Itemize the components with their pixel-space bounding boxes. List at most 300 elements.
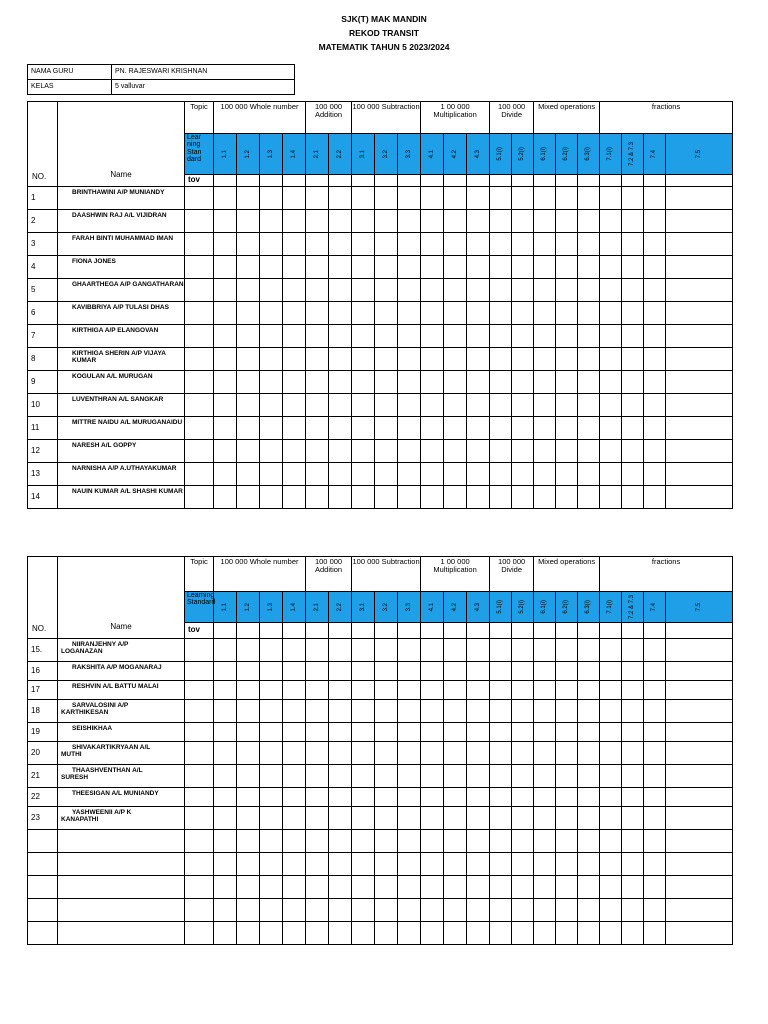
mark-cell[interactable] bbox=[283, 417, 306, 440]
mark-cell[interactable] bbox=[398, 700, 421, 723]
mark-cell[interactable] bbox=[578, 371, 600, 394]
mark-cell[interactable] bbox=[352, 876, 375, 899]
mark-cell[interactable] bbox=[398, 765, 421, 788]
mark-cell[interactable] bbox=[398, 325, 421, 348]
mark-cell[interactable] bbox=[214, 681, 237, 700]
mark-cell[interactable] bbox=[352, 765, 375, 788]
mark-cell[interactable] bbox=[600, 807, 622, 830]
mark-cell[interactable] bbox=[260, 853, 283, 876]
tov-cell[interactable] bbox=[421, 175, 444, 187]
mark-cell[interactable] bbox=[260, 302, 283, 325]
mark-cell[interactable] bbox=[237, 723, 260, 742]
mark-cell[interactable] bbox=[534, 302, 556, 325]
mark-cell[interactable] bbox=[534, 899, 556, 922]
mark-cell[interactable] bbox=[283, 922, 306, 945]
mark-cell[interactable] bbox=[237, 279, 260, 302]
mark-cell[interactable] bbox=[600, 681, 622, 700]
mark-cell[interactable] bbox=[306, 440, 329, 463]
mark-cell[interactable] bbox=[600, 662, 622, 681]
mark-cell[interactable] bbox=[421, 742, 444, 765]
mark-cell[interactable] bbox=[306, 639, 329, 662]
mark-cell[interactable] bbox=[444, 922, 467, 945]
tov-cell[interactable] bbox=[534, 175, 556, 187]
mark-cell[interactable] bbox=[534, 830, 556, 853]
mark-cell[interactable] bbox=[237, 853, 260, 876]
mark-cell[interactable] bbox=[185, 187, 214, 210]
mark-cell[interactable] bbox=[352, 788, 375, 807]
mark-cell[interactable] bbox=[644, 279, 666, 302]
mark-cell[interactable] bbox=[283, 348, 306, 371]
mark-cell[interactable] bbox=[534, 853, 556, 876]
mark-cell[interactable] bbox=[329, 417, 352, 440]
mark-cell[interactable] bbox=[398, 742, 421, 765]
mark-cell[interactable] bbox=[185, 922, 214, 945]
mark-cell[interactable] bbox=[622, 765, 644, 788]
mark-cell[interactable] bbox=[306, 394, 329, 417]
mark-cell[interactable] bbox=[534, 463, 556, 486]
mark-cell[interactable] bbox=[622, 700, 644, 723]
mark-cell[interactable] bbox=[622, 371, 644, 394]
mark-cell[interactable] bbox=[329, 187, 352, 210]
mark-cell[interactable] bbox=[444, 371, 467, 394]
mark-cell[interactable] bbox=[556, 853, 578, 876]
mark-cell[interactable] bbox=[185, 681, 214, 700]
mark-cell[interactable] bbox=[375, 876, 398, 899]
mark-cell[interactable] bbox=[578, 662, 600, 681]
mark-cell[interactable] bbox=[185, 325, 214, 348]
mark-cell[interactable] bbox=[467, 371, 490, 394]
mark-cell[interactable] bbox=[214, 440, 237, 463]
mark-cell[interactable] bbox=[666, 210, 733, 233]
mark-cell[interactable] bbox=[306, 486, 329, 509]
mark-cell[interactable] bbox=[421, 723, 444, 742]
mark-cell[interactable] bbox=[260, 486, 283, 509]
mark-cell[interactable] bbox=[644, 765, 666, 788]
mark-cell[interactable] bbox=[556, 807, 578, 830]
mark-cell[interactable] bbox=[375, 639, 398, 662]
mark-cell[interactable] bbox=[600, 302, 622, 325]
mark-cell[interactable] bbox=[352, 279, 375, 302]
mark-cell[interactable] bbox=[467, 417, 490, 440]
mark-cell[interactable] bbox=[666, 187, 733, 210]
mark-cell[interactable] bbox=[644, 723, 666, 742]
mark-cell[interactable] bbox=[512, 210, 534, 233]
mark-cell[interactable] bbox=[283, 788, 306, 807]
mark-cell[interactable] bbox=[398, 394, 421, 417]
mark-cell[interactable] bbox=[644, 463, 666, 486]
mark-cell[interactable] bbox=[444, 662, 467, 681]
mark-cell[interactable] bbox=[421, 876, 444, 899]
mark-cell[interactable] bbox=[622, 279, 644, 302]
mark-cell[interactable] bbox=[666, 440, 733, 463]
mark-cell[interactable] bbox=[644, 742, 666, 765]
mark-cell[interactable] bbox=[578, 807, 600, 830]
mark-cell[interactable] bbox=[556, 233, 578, 256]
mark-cell[interactable] bbox=[490, 394, 512, 417]
tov-cell[interactable] bbox=[467, 175, 490, 187]
tov-cell[interactable] bbox=[622, 623, 644, 639]
mark-cell[interactable] bbox=[214, 417, 237, 440]
mark-cell[interactable] bbox=[375, 700, 398, 723]
mark-cell[interactable] bbox=[375, 348, 398, 371]
mark-cell[interactable] bbox=[444, 853, 467, 876]
mark-cell[interactable] bbox=[512, 279, 534, 302]
mark-cell[interactable] bbox=[490, 417, 512, 440]
tov-cell[interactable] bbox=[237, 623, 260, 639]
mark-cell[interactable] bbox=[556, 899, 578, 922]
mark-cell[interactable] bbox=[512, 440, 534, 463]
mark-cell[interactable] bbox=[398, 233, 421, 256]
mark-cell[interactable] bbox=[260, 256, 283, 279]
mark-cell[interactable] bbox=[283, 681, 306, 700]
mark-cell[interactable] bbox=[306, 279, 329, 302]
mark-cell[interactable] bbox=[600, 830, 622, 853]
mark-cell[interactable] bbox=[556, 922, 578, 945]
mark-cell[interactable] bbox=[666, 700, 733, 723]
mark-cell[interactable] bbox=[260, 830, 283, 853]
mark-cell[interactable] bbox=[666, 899, 733, 922]
mark-cell[interactable] bbox=[578, 325, 600, 348]
mark-cell[interactable] bbox=[283, 853, 306, 876]
mark-cell[interactable] bbox=[444, 417, 467, 440]
mark-cell[interactable] bbox=[421, 486, 444, 509]
mark-cell[interactable] bbox=[578, 700, 600, 723]
mark-cell[interactable] bbox=[534, 876, 556, 899]
mark-cell[interactable] bbox=[421, 853, 444, 876]
tov-cell[interactable] bbox=[421, 623, 444, 639]
mark-cell[interactable] bbox=[306, 922, 329, 945]
mark-cell[interactable] bbox=[490, 348, 512, 371]
tov-cell[interactable] bbox=[375, 175, 398, 187]
mark-cell[interactable] bbox=[534, 681, 556, 700]
tov-cell[interactable] bbox=[644, 175, 666, 187]
tov-cell[interactable] bbox=[512, 175, 534, 187]
mark-cell[interactable] bbox=[622, 830, 644, 853]
mark-cell[interactable] bbox=[600, 922, 622, 945]
mark-cell[interactable] bbox=[622, 440, 644, 463]
mark-cell[interactable] bbox=[260, 639, 283, 662]
mark-cell[interactable] bbox=[644, 302, 666, 325]
mark-cell[interactable] bbox=[237, 371, 260, 394]
mark-cell[interactable] bbox=[490, 807, 512, 830]
tov-cell[interactable] bbox=[534, 623, 556, 639]
mark-cell[interactable] bbox=[467, 742, 490, 765]
mark-cell[interactable] bbox=[444, 700, 467, 723]
mark-cell[interactable] bbox=[352, 233, 375, 256]
mark-cell[interactable] bbox=[237, 922, 260, 945]
mark-cell[interactable] bbox=[352, 394, 375, 417]
mark-cell[interactable] bbox=[283, 876, 306, 899]
mark-cell[interactable] bbox=[490, 876, 512, 899]
mark-cell[interactable] bbox=[352, 723, 375, 742]
mark-cell[interactable] bbox=[600, 417, 622, 440]
mark-cell[interactable] bbox=[260, 463, 283, 486]
mark-cell[interactable] bbox=[214, 662, 237, 681]
mark-cell[interactable] bbox=[666, 788, 733, 807]
tov-cell[interactable] bbox=[214, 623, 237, 639]
mark-cell[interactable] bbox=[644, 256, 666, 279]
mark-cell[interactable] bbox=[666, 922, 733, 945]
mark-cell[interactable] bbox=[283, 394, 306, 417]
mark-cell[interactable] bbox=[556, 788, 578, 807]
mark-cell[interactable] bbox=[352, 256, 375, 279]
mark-cell[interactable] bbox=[556, 325, 578, 348]
mark-cell[interactable] bbox=[622, 681, 644, 700]
mark-cell[interactable] bbox=[534, 788, 556, 807]
mark-cell[interactable] bbox=[421, 417, 444, 440]
mark-cell[interactable] bbox=[306, 830, 329, 853]
mark-cell[interactable] bbox=[644, 830, 666, 853]
mark-cell[interactable] bbox=[283, 700, 306, 723]
mark-cell[interactable] bbox=[375, 788, 398, 807]
mark-cell[interactable] bbox=[666, 325, 733, 348]
mark-cell[interactable] bbox=[421, 279, 444, 302]
mark-cell[interactable] bbox=[421, 187, 444, 210]
mark-cell[interactable] bbox=[490, 440, 512, 463]
mark-cell[interactable] bbox=[329, 639, 352, 662]
mark-cell[interactable] bbox=[666, 302, 733, 325]
mark-cell[interactable] bbox=[578, 302, 600, 325]
mark-cell[interactable] bbox=[237, 187, 260, 210]
mark-cell[interactable] bbox=[644, 417, 666, 440]
mark-cell[interactable] bbox=[306, 742, 329, 765]
mark-cell[interactable] bbox=[556, 394, 578, 417]
mark-cell[interactable] bbox=[512, 371, 534, 394]
mark-cell[interactable] bbox=[185, 788, 214, 807]
mark-cell[interactable] bbox=[306, 302, 329, 325]
mark-cell[interactable] bbox=[467, 876, 490, 899]
mark-cell[interactable] bbox=[622, 210, 644, 233]
mark-cell[interactable] bbox=[534, 210, 556, 233]
mark-cell[interactable] bbox=[578, 742, 600, 765]
mark-cell[interactable] bbox=[329, 765, 352, 788]
mark-cell[interactable] bbox=[512, 853, 534, 876]
mark-cell[interactable] bbox=[556, 256, 578, 279]
mark-cell[interactable] bbox=[644, 876, 666, 899]
mark-cell[interactable] bbox=[185, 233, 214, 256]
mark-cell[interactable] bbox=[556, 440, 578, 463]
mark-cell[interactable] bbox=[375, 325, 398, 348]
mark-cell[interactable] bbox=[666, 807, 733, 830]
mark-cell[interactable] bbox=[666, 394, 733, 417]
mark-cell[interactable] bbox=[600, 279, 622, 302]
mark-cell[interactable] bbox=[283, 830, 306, 853]
mark-cell[interactable] bbox=[283, 325, 306, 348]
mark-cell[interactable] bbox=[600, 876, 622, 899]
mark-cell[interactable] bbox=[444, 210, 467, 233]
mark-cell[interactable] bbox=[467, 662, 490, 681]
mark-cell[interactable] bbox=[556, 417, 578, 440]
mark-cell[interactable] bbox=[421, 700, 444, 723]
mark-cell[interactable] bbox=[214, 302, 237, 325]
mark-cell[interactable] bbox=[578, 394, 600, 417]
mark-cell[interactable] bbox=[283, 742, 306, 765]
mark-cell[interactable] bbox=[578, 256, 600, 279]
mark-cell[interactable] bbox=[237, 233, 260, 256]
mark-cell[interactable] bbox=[214, 233, 237, 256]
mark-cell[interactable] bbox=[444, 463, 467, 486]
mark-cell[interactable] bbox=[352, 210, 375, 233]
mark-cell[interactable] bbox=[185, 830, 214, 853]
mark-cell[interactable] bbox=[467, 723, 490, 742]
mark-cell[interactable] bbox=[306, 876, 329, 899]
mark-cell[interactable] bbox=[260, 765, 283, 788]
mark-cell[interactable] bbox=[398, 279, 421, 302]
mark-cell[interactable] bbox=[329, 302, 352, 325]
mark-cell[interactable] bbox=[421, 807, 444, 830]
mark-cell[interactable] bbox=[622, 348, 644, 371]
mark-cell[interactable] bbox=[306, 807, 329, 830]
mark-cell[interactable] bbox=[185, 463, 214, 486]
mark-cell[interactable] bbox=[467, 348, 490, 371]
tov-cell[interactable] bbox=[467, 623, 490, 639]
mark-cell[interactable] bbox=[260, 348, 283, 371]
mark-cell[interactable] bbox=[512, 876, 534, 899]
mark-cell[interactable] bbox=[306, 187, 329, 210]
mark-cell[interactable] bbox=[306, 210, 329, 233]
mark-cell[interactable] bbox=[352, 742, 375, 765]
mark-cell[interactable] bbox=[490, 830, 512, 853]
mark-cell[interactable] bbox=[578, 279, 600, 302]
mark-cell[interactable] bbox=[185, 256, 214, 279]
mark-cell[interactable] bbox=[375, 899, 398, 922]
mark-cell[interactable] bbox=[375, 807, 398, 830]
mark-cell[interactable] bbox=[352, 440, 375, 463]
mark-cell[interactable] bbox=[644, 788, 666, 807]
mark-cell[interactable] bbox=[185, 899, 214, 922]
mark-cell[interactable] bbox=[600, 742, 622, 765]
mark-cell[interactable] bbox=[214, 742, 237, 765]
mark-cell[interactable] bbox=[490, 256, 512, 279]
mark-cell[interactable] bbox=[578, 210, 600, 233]
mark-cell[interactable] bbox=[534, 417, 556, 440]
tov-cell[interactable] bbox=[622, 175, 644, 187]
mark-cell[interactable] bbox=[260, 371, 283, 394]
mark-cell[interactable] bbox=[306, 788, 329, 807]
mark-cell[interactable] bbox=[352, 187, 375, 210]
mark-cell[interactable] bbox=[185, 807, 214, 830]
mark-cell[interactable] bbox=[622, 417, 644, 440]
mark-cell[interactable] bbox=[490, 681, 512, 700]
mark-cell[interactable] bbox=[622, 899, 644, 922]
mark-cell[interactable] bbox=[644, 440, 666, 463]
mark-cell[interactable] bbox=[329, 463, 352, 486]
mark-cell[interactable] bbox=[622, 233, 644, 256]
tov-cell[interactable] bbox=[260, 175, 283, 187]
mark-cell[interactable] bbox=[467, 440, 490, 463]
mark-cell[interactable] bbox=[375, 394, 398, 417]
mark-cell[interactable] bbox=[600, 371, 622, 394]
tov-cell[interactable] bbox=[375, 623, 398, 639]
mark-cell[interactable] bbox=[534, 662, 556, 681]
mark-cell[interactable] bbox=[185, 210, 214, 233]
mark-cell[interactable] bbox=[329, 256, 352, 279]
mark-cell[interactable] bbox=[600, 256, 622, 279]
mark-cell[interactable] bbox=[512, 233, 534, 256]
mark-cell[interactable] bbox=[622, 187, 644, 210]
mark-cell[interactable] bbox=[352, 899, 375, 922]
mark-cell[interactable] bbox=[421, 348, 444, 371]
mark-cell[interactable] bbox=[444, 681, 467, 700]
mark-cell[interactable] bbox=[556, 723, 578, 742]
mark-cell[interactable] bbox=[556, 348, 578, 371]
mark-cell[interactable] bbox=[214, 830, 237, 853]
mark-cell[interactable] bbox=[185, 639, 214, 662]
mark-cell[interactable] bbox=[578, 233, 600, 256]
mark-cell[interactable] bbox=[600, 348, 622, 371]
mark-cell[interactable] bbox=[578, 440, 600, 463]
mark-cell[interactable] bbox=[237, 899, 260, 922]
mark-cell[interactable] bbox=[578, 922, 600, 945]
mark-cell[interactable] bbox=[467, 486, 490, 509]
mark-cell[interactable] bbox=[644, 899, 666, 922]
mark-cell[interactable] bbox=[237, 486, 260, 509]
mark-cell[interactable] bbox=[666, 876, 733, 899]
mark-cell[interactable] bbox=[237, 440, 260, 463]
mark-cell[interactable] bbox=[214, 876, 237, 899]
mark-cell[interactable] bbox=[556, 302, 578, 325]
mark-cell[interactable] bbox=[666, 765, 733, 788]
mark-cell[interactable] bbox=[644, 853, 666, 876]
mark-cell[interactable] bbox=[600, 765, 622, 788]
mark-cell[interactable] bbox=[421, 681, 444, 700]
mark-cell[interactable] bbox=[214, 348, 237, 371]
mark-cell[interactable] bbox=[306, 348, 329, 371]
mark-cell[interactable] bbox=[214, 256, 237, 279]
mark-cell[interactable] bbox=[444, 830, 467, 853]
mark-cell[interactable] bbox=[329, 681, 352, 700]
mark-cell[interactable] bbox=[352, 325, 375, 348]
mark-cell[interactable] bbox=[260, 417, 283, 440]
mark-cell[interactable] bbox=[556, 681, 578, 700]
mark-cell[interactable] bbox=[185, 440, 214, 463]
mark-cell[interactable] bbox=[352, 639, 375, 662]
mark-cell[interactable] bbox=[600, 639, 622, 662]
mark-cell[interactable] bbox=[214, 723, 237, 742]
mark-cell[interactable] bbox=[666, 853, 733, 876]
mark-cell[interactable] bbox=[534, 807, 556, 830]
mark-cell[interactable] bbox=[444, 187, 467, 210]
mark-cell[interactable] bbox=[237, 765, 260, 788]
mark-cell[interactable] bbox=[622, 394, 644, 417]
mark-cell[interactable] bbox=[622, 742, 644, 765]
mark-cell[interactable] bbox=[512, 187, 534, 210]
tov-cell[interactable] bbox=[306, 623, 329, 639]
mark-cell[interactable] bbox=[237, 394, 260, 417]
mark-cell[interactable] bbox=[185, 853, 214, 876]
mark-cell[interactable] bbox=[329, 210, 352, 233]
mark-cell[interactable] bbox=[467, 233, 490, 256]
mark-cell[interactable] bbox=[237, 639, 260, 662]
mark-cell[interactable] bbox=[283, 723, 306, 742]
mark-cell[interactable] bbox=[283, 639, 306, 662]
mark-cell[interactable] bbox=[490, 922, 512, 945]
mark-cell[interactable] bbox=[600, 788, 622, 807]
mark-cell[interactable] bbox=[534, 371, 556, 394]
mark-cell[interactable] bbox=[444, 742, 467, 765]
mark-cell[interactable] bbox=[237, 742, 260, 765]
mark-cell[interactable] bbox=[512, 325, 534, 348]
mark-cell[interactable] bbox=[375, 742, 398, 765]
mark-cell[interactable] bbox=[512, 256, 534, 279]
mark-cell[interactable] bbox=[467, 807, 490, 830]
mark-cell[interactable] bbox=[490, 302, 512, 325]
mark-cell[interactable] bbox=[398, 662, 421, 681]
mark-cell[interactable] bbox=[534, 486, 556, 509]
mark-cell[interactable] bbox=[260, 210, 283, 233]
mark-cell[interactable] bbox=[421, 830, 444, 853]
mark-cell[interactable] bbox=[421, 922, 444, 945]
